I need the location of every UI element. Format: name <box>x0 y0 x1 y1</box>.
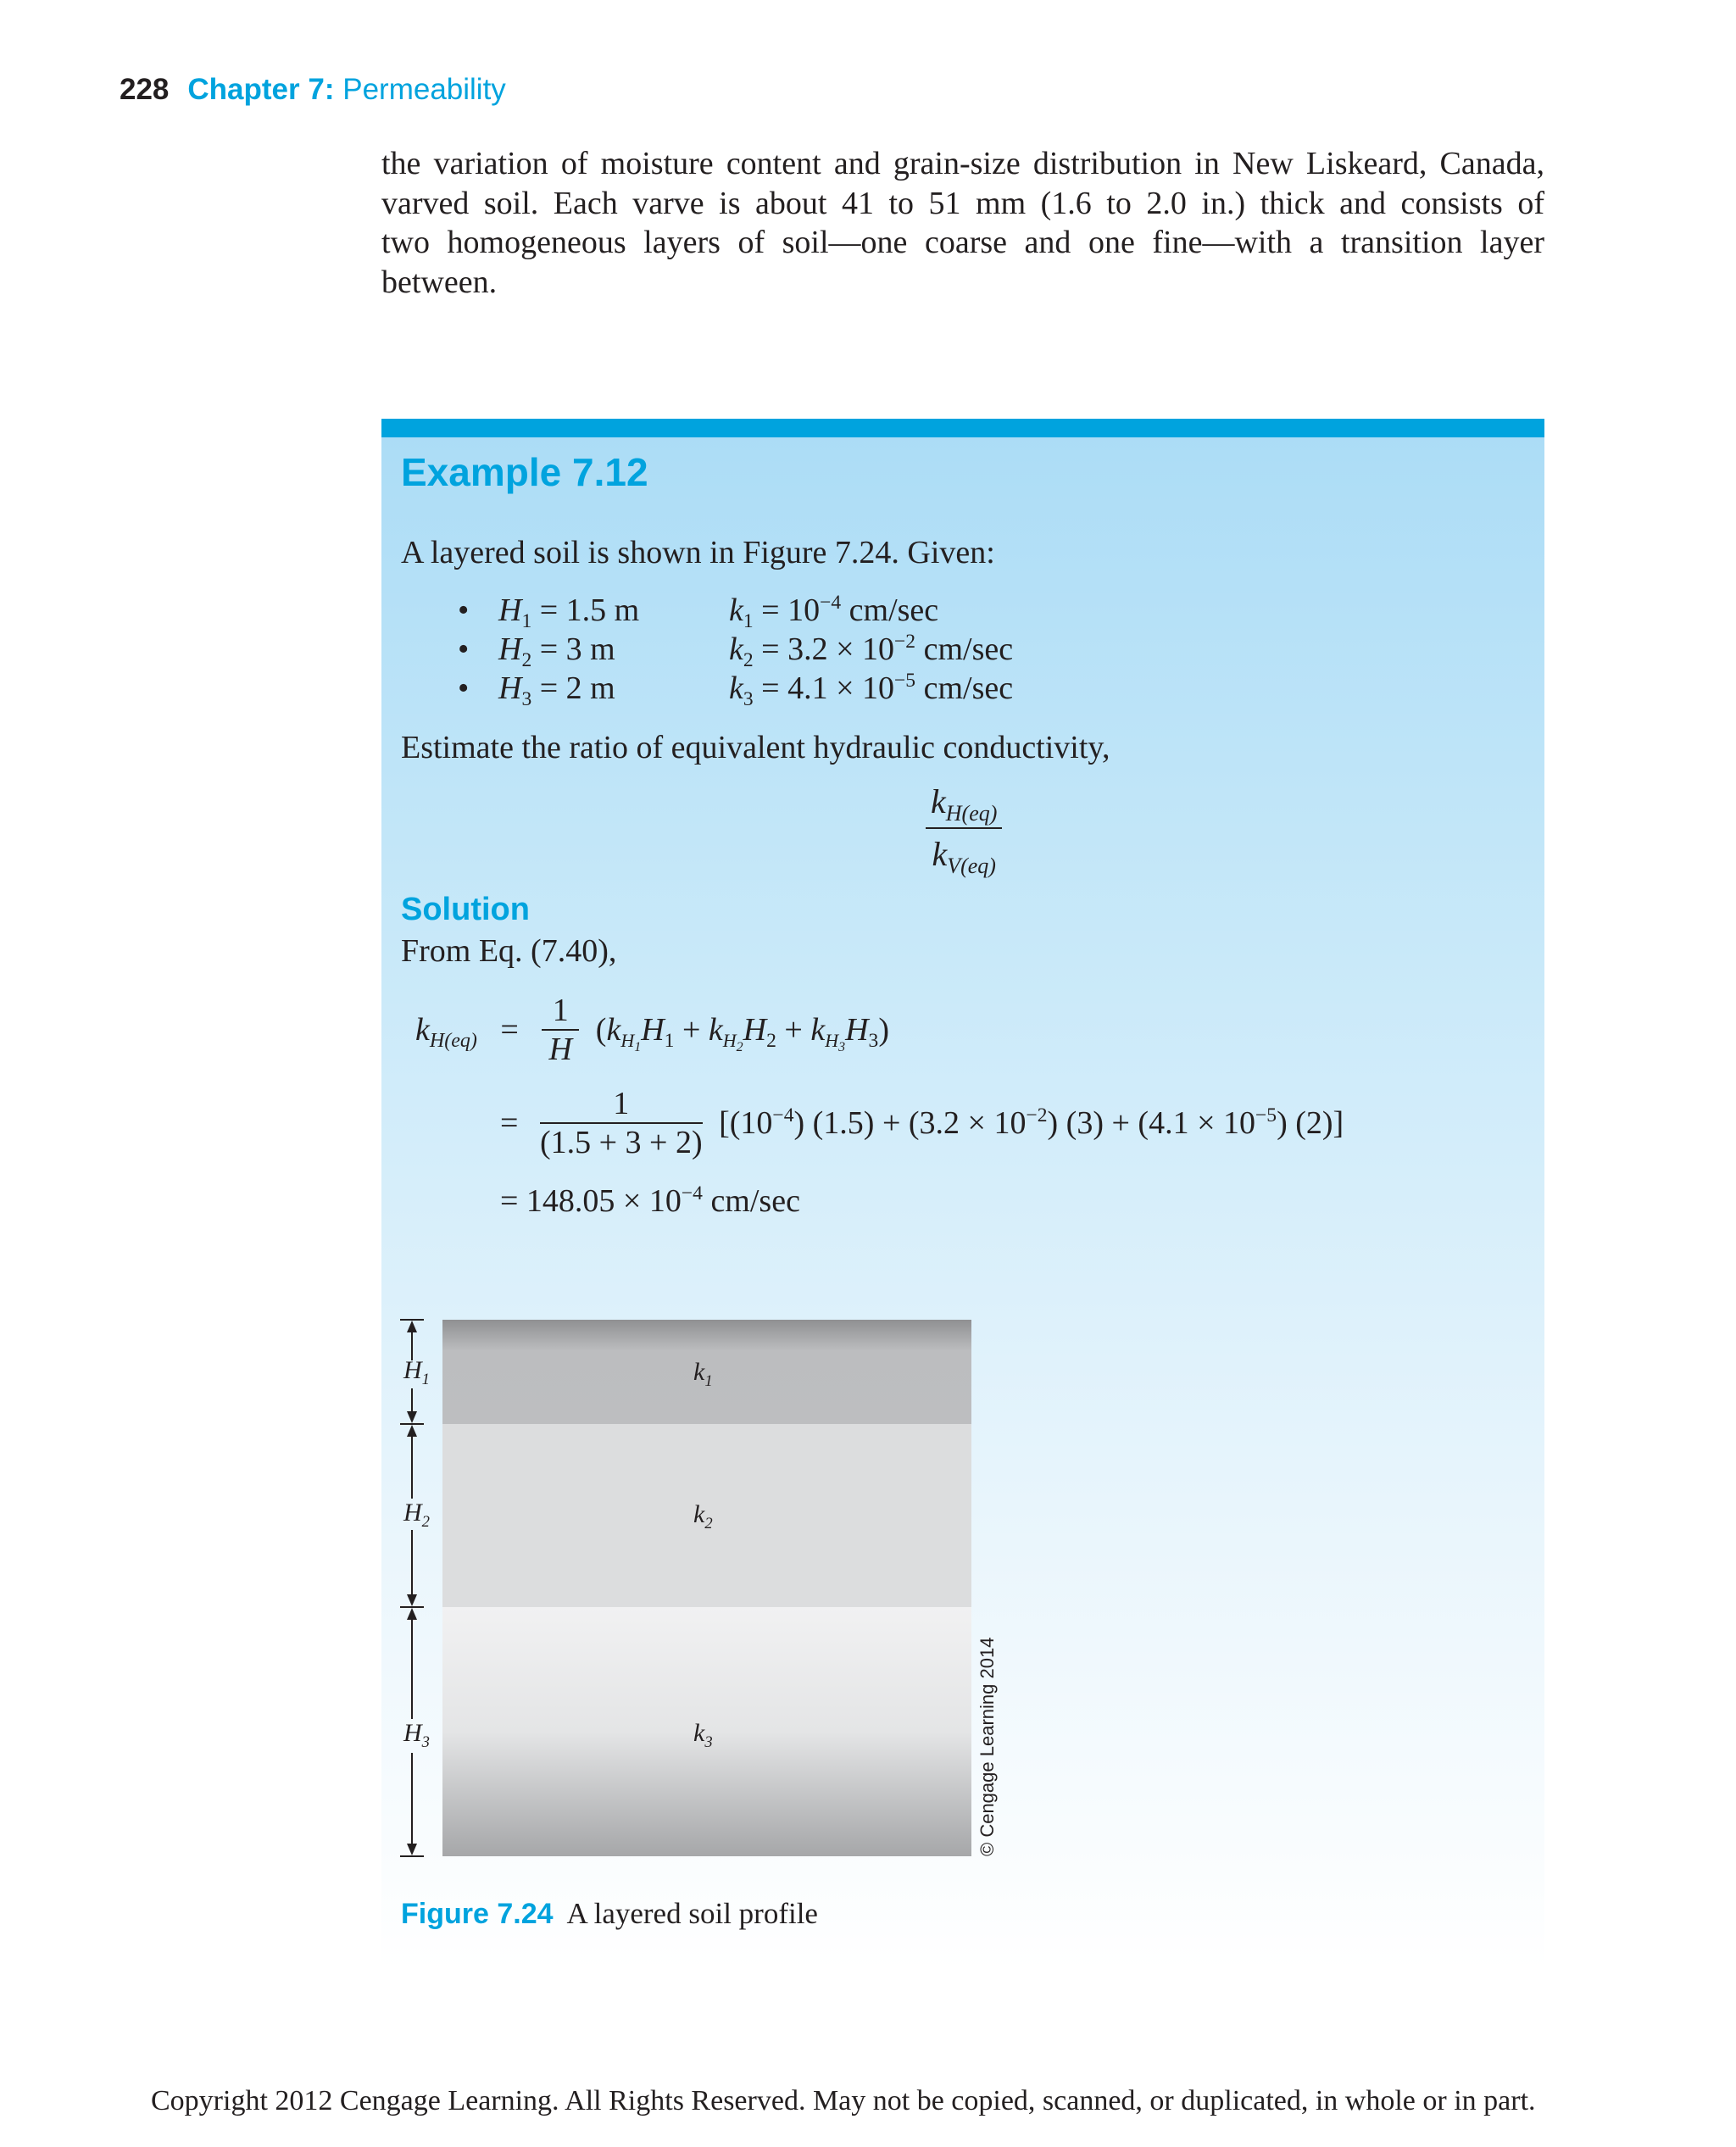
example-top-bar <box>381 419 1544 437</box>
label-k2: $k_2$ <box>693 1500 713 1532</box>
example-title: Example 7.12 <box>401 450 648 494</box>
figure-number: Figure 7.24 <box>401 1898 554 1930</box>
figure-caption-text: A layered soil profile <box>566 1897 818 1930</box>
label-h1: $H_1$ <box>403 1356 430 1388</box>
figure-credit: © Cengage Learning 2014 <box>976 1637 998 1856</box>
chapter-label: Chapter 7: <box>187 73 335 106</box>
intro-line: two homogeneous layers of soil—one coarse and one fine—with a transition layer <box>381 225 1544 260</box>
question-text: Estimate the ratio of equivalent hydraulic conductivity, <box>401 730 1110 765</box>
soil-profile-figure <box>392 1314 1036 1873</box>
footer-copyright: Copyright 2012 Cengage Learning. All Rights Reserved. May not be copied, scanned, or duplicated, in whole or in part. <box>151 2085 1536 2116</box>
intro-paragraph <box>381 144 1544 302</box>
intro-line: between. <box>381 264 498 300</box>
ratio-fraction: $\frac{k_{H(eq)}}{k_{V(eq)}}$ <box>926 781 1002 875</box>
thickness-dimension-arrows <box>392 1314 442 1873</box>
equation-line-3: = $148.05 \times 10^{-4}$ cm/sec <box>500 1182 800 1219</box>
label-h3: $H_3$ <box>403 1719 430 1751</box>
figure-caption <box>401 1897 818 1931</box>
example-statement: A layered soil is shown in Figure 7.24. Given: <box>401 535 995 570</box>
equation-line-1: $k_{H(eq)}$ = $\frac{1}{H}$ $(k_{H_1}H_1 + k_{H_2}H_2 + k_{H_3}H_3)$ <box>415 993 889 1067</box>
label-k3: $k_3$ <box>693 1719 713 1751</box>
intro-line: the variation of moisture content and grain-size distribution in New Liskeard, Canada, <box>381 146 1544 181</box>
intro-line: varved soil. Each varve is about 41 to 51 mm (1.6 to 2.0 in.) thick and consists of <box>381 185 1544 221</box>
solution-heading: Solution <box>401 892 530 927</box>
label-h2: $H_2$ <box>403 1499 430 1531</box>
chapter-title: Permeability <box>342 73 506 106</box>
label-k1: $k_1$ <box>693 1358 713 1390</box>
from-equation: From Eq. (7.40), <box>401 933 617 969</box>
page-number: 228 <box>120 73 170 106</box>
equation-line-2: = $\frac{1}{(1.5 + 3 + 2)}$ [$(10^{-4}) (1.5) + (3.2 \times 10^{-2}) (3) + (4.1 \times 10^{-5})$ (2)] <box>500 1086 1344 1160</box>
running-head <box>120 73 506 107</box>
